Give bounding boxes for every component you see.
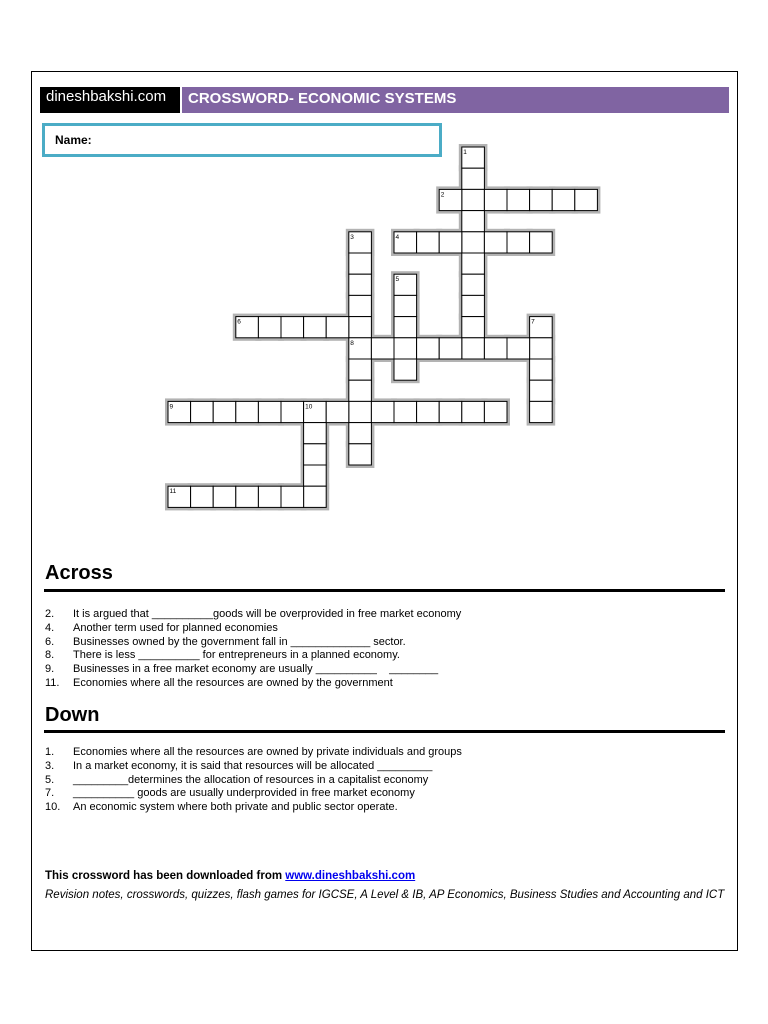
grid-cell[interactable] [371,338,394,359]
clue-number: 3. [45,759,55,772]
grid-clue-number: 2 [440,191,445,199]
across-clue [45,636,725,650]
down-heading: Down [45,704,100,726]
grid-cell[interactable] [304,486,327,507]
grid-cell[interactable] [417,338,440,359]
name-label: Name: [55,133,92,147]
grid-cell[interactable] [258,486,281,507]
grid-cell[interactable] [462,168,485,189]
grid-cell[interactable] [530,401,553,422]
across-clue [45,608,725,622]
clue-number: 7. [45,787,55,800]
page-title: CROSSWORD- ECONOMIC SYSTEMS [182,87,729,113]
grid-cell[interactable] [349,253,372,274]
clue-number: 8. [45,649,55,662]
grid-cell[interactable] [439,232,462,253]
grid-cell[interactable] [349,401,372,422]
grid-cell[interactable] [349,380,372,401]
grid-cell[interactable] [575,189,598,210]
grid-cell[interactable] [349,359,372,380]
down-clue [45,787,725,801]
grid-cell[interactable] [236,486,259,507]
grid-cell[interactable] [304,317,327,338]
grid-clue-number: 6 [237,318,241,326]
grid-cell[interactable] [462,232,485,253]
clue-text: There is less __________ for entrepreneurs in a planned economy. [73,649,400,662]
grid-cell[interactable] [484,189,507,210]
site-logo: dineshbakshi.com [40,87,180,113]
clue-text: An economic system where both private and public sector operate. [73,801,398,814]
clue-text: Economies where all the resources are owned by the government [73,676,393,689]
grid-cell[interactable] [281,317,304,338]
grid-cell[interactable] [462,189,485,210]
grid-clue-number: 7 [531,318,535,326]
clue-number: 9. [45,663,55,676]
clue-text: It is argued that __________goods will be overprovided in free market economy [73,608,462,620]
grid-cell[interactable] [417,232,440,253]
grid-cell[interactable] [552,189,575,210]
grid-cell[interactable] [213,401,236,422]
clue-text: Businesses owned by the government fall in _____________ sector. [73,635,406,648]
download-line [45,870,415,882]
across-clue-list [45,608,725,691]
grid-cell[interactable] [462,253,485,274]
grid-cell[interactable] [349,295,372,316]
clue-number: 11. [45,676,60,689]
clue-text: __________ goods are usually underprovided in free market economy [73,787,415,800]
across-clue [45,663,725,677]
grid-cell[interactable] [191,401,214,422]
grid-clue-number: 9 [169,403,174,411]
grid-cell[interactable] [507,189,530,210]
grid-cell[interactable] [462,401,485,422]
down-clue [45,760,725,774]
clue-number: 1. [45,746,55,758]
grid-cell[interactable] [349,317,372,338]
grid-clue-number: 4 [395,233,400,241]
down-clue [45,746,725,760]
down-clue [45,774,725,788]
grid-cell[interactable] [213,486,236,507]
grid-cell[interactable] [462,274,485,295]
grid-cell[interactable] [462,211,485,232]
grid-cell[interactable] [462,338,485,359]
grid-clue-number: 3 [350,233,354,241]
grid-cell[interactable] [304,444,327,465]
clue-number: 6. [45,635,55,648]
grid-cell[interactable] [507,338,530,359]
across-heading: Across [45,562,113,584]
grid-cell[interactable] [304,423,327,444]
download-link[interactable]: www.dineshbakshi.com [285,870,416,882]
grid-cell[interactable] [507,232,530,253]
grid-cell[interactable] [281,401,304,422]
grid-cell[interactable] [462,295,485,316]
grid-cell[interactable] [530,380,553,401]
down-clue-list [45,746,725,815]
clue-text: Another term used for planned economies [73,621,278,634]
grid-cell[interactable] [371,401,394,422]
clue-number: 10. [45,801,61,814]
grid-cell[interactable] [439,338,462,359]
grid-cell[interactable] [326,317,349,338]
across-divider [44,589,725,592]
clue-text: Businesses in a free market economy are usually __________ ________ [73,663,439,676]
grid-clue-number: 1 [463,149,467,156]
download-prefix: This crossword has been downloaded from [45,870,286,882]
grid-cell[interactable] [349,444,372,465]
grid-cell[interactable] [258,401,281,422]
down-clue [45,801,725,815]
clue-text: In a market economy, it is said that resources will be allocated _________ [73,759,433,772]
grid-cell[interactable] [530,338,553,359]
across-clue [45,649,725,663]
revision-note: Revision notes, crosswords, quizzes, flash games for IGCSE, A Level & IB, AP Economics, Business Studies and Accounting and ICT [45,889,725,901]
grid-cell[interactable] [258,317,281,338]
clue-number: 2. [45,608,55,620]
grid-cell[interactable] [349,274,372,295]
across-clue [45,622,725,636]
clue-number: 4. [45,621,55,634]
clue-text: Economies where all the resources are owned by private individuals and groups [73,746,462,758]
grid-cell[interactable] [349,423,372,444]
grid-cell[interactable] [484,232,507,253]
down-divider [44,730,725,733]
grid-clue-number: 11 [169,488,177,496]
grid-cell[interactable] [191,486,214,507]
grid-cell[interactable] [484,401,507,422]
grid-cell[interactable] [394,295,417,316]
grid-cell[interactable] [530,359,553,380]
grid-cell[interactable] [394,338,417,359]
grid-cell[interactable] [439,401,462,422]
grid-cell[interactable] [236,401,259,422]
clue-number: 5. [45,773,55,786]
grid-cell[interactable] [530,189,553,210]
grid-clue-number: 8 [350,339,354,347]
grid-cell[interactable] [462,317,485,338]
grid-cell[interactable] [484,338,507,359]
across-clue [45,677,725,691]
grid-clue-number: 10 [305,403,313,411]
grid-clue-number: 5 [395,276,400,284]
clue-text: _________determines the allocation of resources in a capitalist economy [73,773,429,786]
grid-cell[interactable] [394,359,417,380]
grid-cell[interactable] [394,317,417,338]
grid-cell[interactable] [417,401,440,422]
grid-cell[interactable] [304,465,327,486]
grid-cell[interactable] [394,401,417,422]
grid-cell[interactable] [326,401,349,422]
grid-cell[interactable] [530,232,553,253]
grid-cell[interactable] [281,486,304,507]
